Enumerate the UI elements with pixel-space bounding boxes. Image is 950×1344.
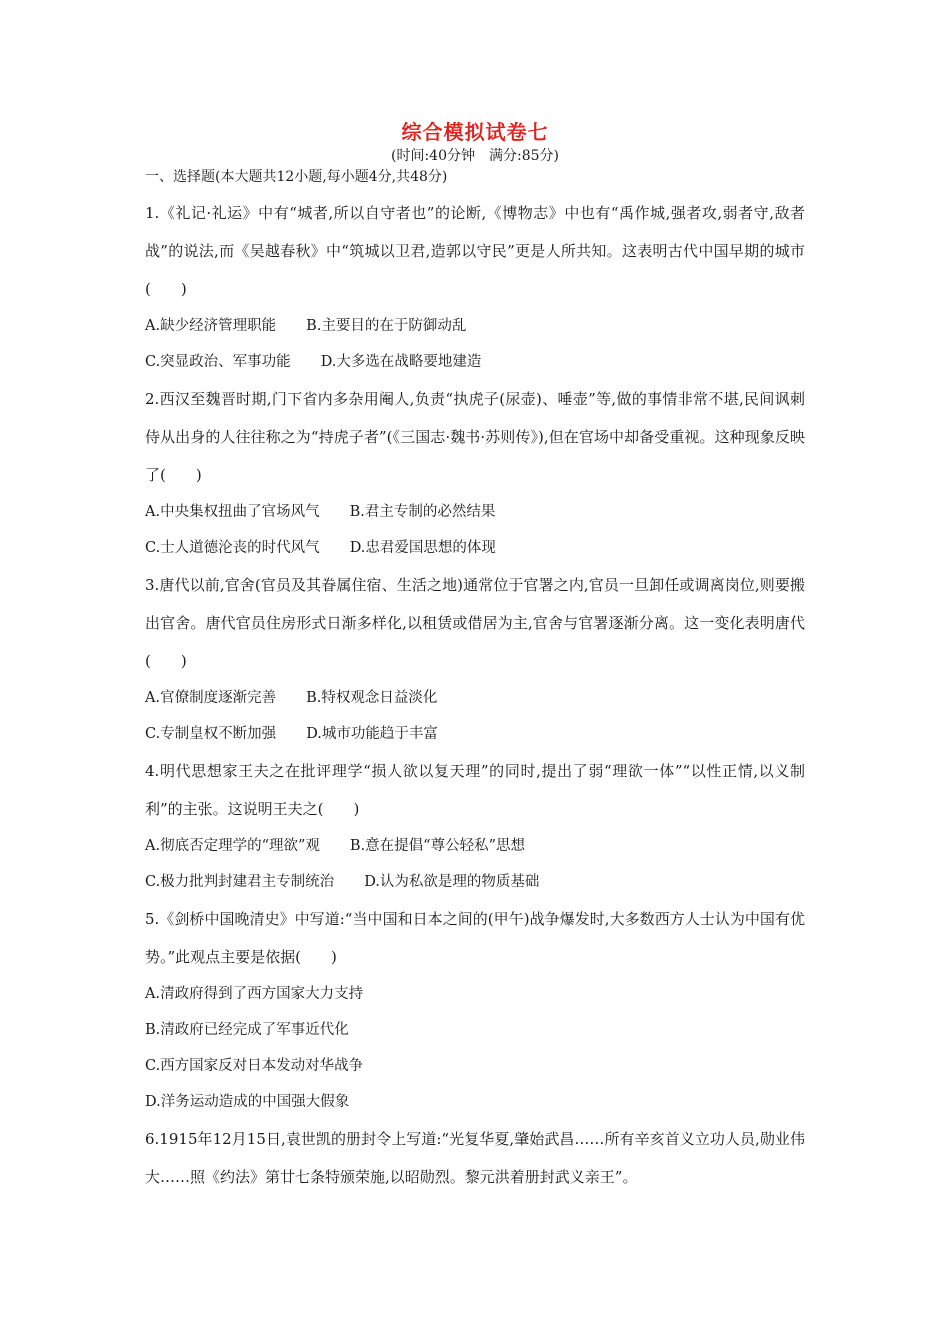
- question-stem: 3.唐代以前,官舍(官员及其眷属住宿、生活之地)通常位于官署之内,官员一旦卸任或调离岗位,则要搬出官舍。唐代官员住房形式日渐多样化,以租赁或借居为主,官舍与官署逐渐分离。这一变化表明唐代( ): [145, 576, 805, 670]
- option-d: D.大多选在战略要地建造: [320, 354, 482, 370]
- options-row: [145, 864, 805, 900]
- option-a: A.彻底否定理学的“理欲”观: [145, 838, 320, 854]
- option-c: C.极力批判封建君主专制统治: [145, 874, 335, 890]
- option-d: D.洋务运动造成的中国强大假象: [145, 1094, 350, 1110]
- options-row: [145, 828, 805, 864]
- question-5: [145, 900, 805, 1120]
- option-c: C.专制皇权不断加强: [145, 726, 277, 742]
- question-stem: 2.西汉至魏晋时期,门下省内多杂用阉人,负责“执虎子(尿壶)、唾壶”等,做的事情非常不堪,民间讽刺侍从出身的人往往称之为“持虎子者”(《三国志·魏书·苏则传》),但在官场中却备受重视。这种现象反映了( ): [145, 390, 805, 484]
- options-row: [145, 716, 805, 752]
- option-a: A.缺少经济管理职能: [145, 318, 277, 334]
- question-4: [145, 752, 805, 900]
- question-stem: 6.1915年12月15日,袁世凯的册封令上写道:“光复华夏,肇始武昌……所有辛亥首义立功人员,勋业伟大……照《约法》第廿七条特颁荣施,以昭勋烈。黎元洪着册封武义亲王”。: [145, 1130, 805, 1186]
- option-d: D.忠君爱国思想的体现: [349, 540, 496, 556]
- question-1: [145, 194, 805, 380]
- options-row: [145, 494, 805, 530]
- question-3: [145, 566, 805, 752]
- option-c: C.西方国家反对日本发动对华战争: [145, 1058, 364, 1074]
- options-row: [145, 680, 805, 716]
- question-2: [145, 380, 805, 566]
- exam-subtitle: (时间:40分钟 满分:85分): [391, 148, 559, 164]
- option-b: B.主要目的在于防御动乱: [306, 318, 467, 334]
- option-d: D.认为私欲是理的物质基础: [364, 874, 540, 890]
- option-d: D.城市功能趋于丰富: [306, 726, 438, 742]
- option-b: B.君主专制的必然结果: [349, 504, 496, 520]
- option-a: A.清政府得到了西方国家大力支持: [145, 986, 364, 1002]
- option-b: B.特权观念日益淡化: [306, 690, 438, 706]
- question-6: [145, 1120, 805, 1196]
- option-b: B.清政府已经完成了军事近代化: [145, 1022, 349, 1038]
- question-stem: 5.《剑桥中国晚清史》中写道:“当中国和日本之间的(甲午)战争爆发时,大多数西方人士认为中国有优势。”此观点主要是依据( ): [145, 910, 805, 966]
- question-stem: 1.《礼记·礼运》中有“城者,所以自守者也”的论断,《博物志》中也有“禹作城,强者攻,弱者守,敌者战”的说法,而《吴越春秋》中“筑城以卫君,造郭以守民”更是人所共知。这表明古代中国早期的城市( ): [145, 204, 805, 298]
- options-row: [145, 344, 805, 380]
- question-stem: 4.明代思想家王夫之在批评理学“损人欲以复天理”的同时,提出了弱“理欲一体”“以性正情,以义制利”的主张。这说明王夫之( ): [145, 762, 805, 818]
- options-row: [145, 530, 805, 566]
- option-c: C.士人道德沦丧的时代风气: [145, 540, 320, 556]
- option-c: C.突显政治、军事功能: [145, 354, 291, 370]
- exam-title: 综合模拟试卷七: [401, 120, 549, 144]
- exam-page: [145, 118, 805, 1196]
- option-a: A.官僚制度逐渐完善: [145, 690, 277, 706]
- option-b: B.意在提倡“尊公轻私”思想: [349, 838, 525, 854]
- section-heading: 一、选择题(本大题共12小题,每小题4分,共48分): [145, 169, 448, 185]
- option-a: A.中央集权扭曲了官场风气: [145, 504, 320, 520]
- options-row: [145, 308, 805, 344]
